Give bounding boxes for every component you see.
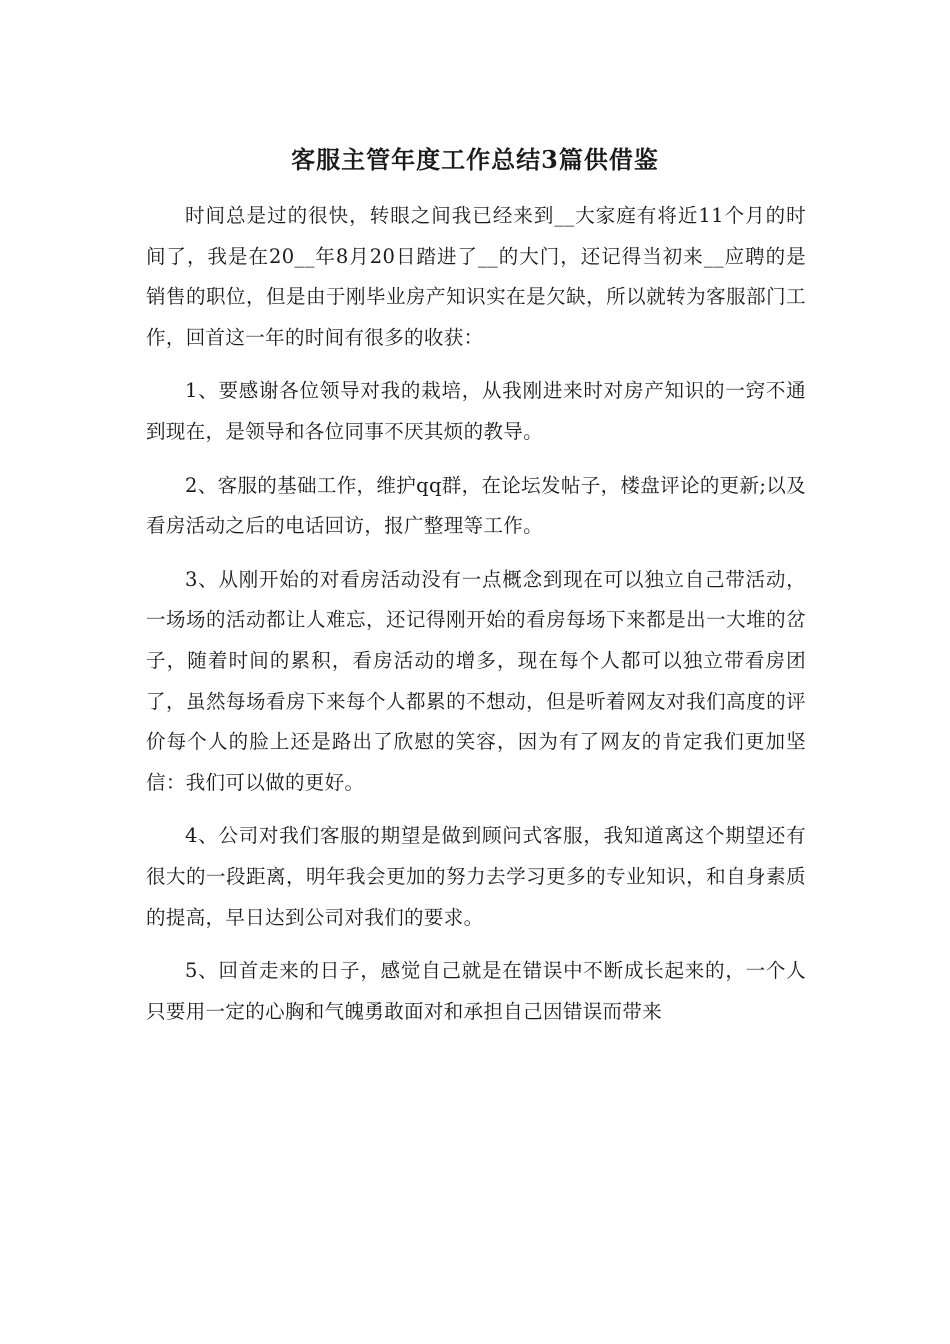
paragraph-item-5: 5、回首走来的日子，感觉自己就是在错误中不断成长起来的，一个人只要用一定的心胸和气魄勇敢面对和承担自己因错误而带来 [146, 959, 806, 1023]
paragraph-item-3: 3、从刚开始的对看房活动没有一点概念到现在可以独立自己带活动，一场场的活动都让人难忘，还记得刚开始的看房每场下来都是出一大堆的岔子，随着时间的累积，看房活动的增多，现在每个人都可以独立带看房团了，虽然每场看房下来每个人都累的不想动，但是听着网友对我们高度的评价每个人的脸上还是路出了欣慰的笑容，因为有了网友的肯定我们更加坚信：我们可以做的更好。 [146, 567, 806, 794]
paragraph-item-2: 2、客服的基础工作，维护qq群，在论坛发帖子，楼盘评论的更新;以及看房活动之后的电话回访，报广整理等工作。 [146, 473, 806, 538]
paragraph-item-1: 1、要感谢各位领导对我的栽培，从我刚进来时对房产知识的一窍不通到现在，是领导和各位同事不厌其烦的教导。 [146, 379, 806, 443]
paragraph-intro: 时间总是过的很快，转眼之间我已经来到__大家庭有将近11个月的时间了，我是在20__年8月20日踏进了__的大门，还记得当初来__应聘的是销售的职位，但是由于刚毕业房产知识实在是欠缺，所以就转为客服部门工作，回首这一年的时间有很多的收获： [146, 204, 806, 349]
document-body [146, 196, 806, 1045]
paragraph-item-4: 4、公司对我们客服的期望是做到顾问式客服，我知道离这个期望还有很大的一段距离，明年我会更加的努力去学习更多的专业知识，和自身素质的提高，早日达到公司对我们的要求。 [146, 824, 806, 929]
document-title: 客服主管年度工作总结3篇供借鉴 [291, 145, 659, 174]
